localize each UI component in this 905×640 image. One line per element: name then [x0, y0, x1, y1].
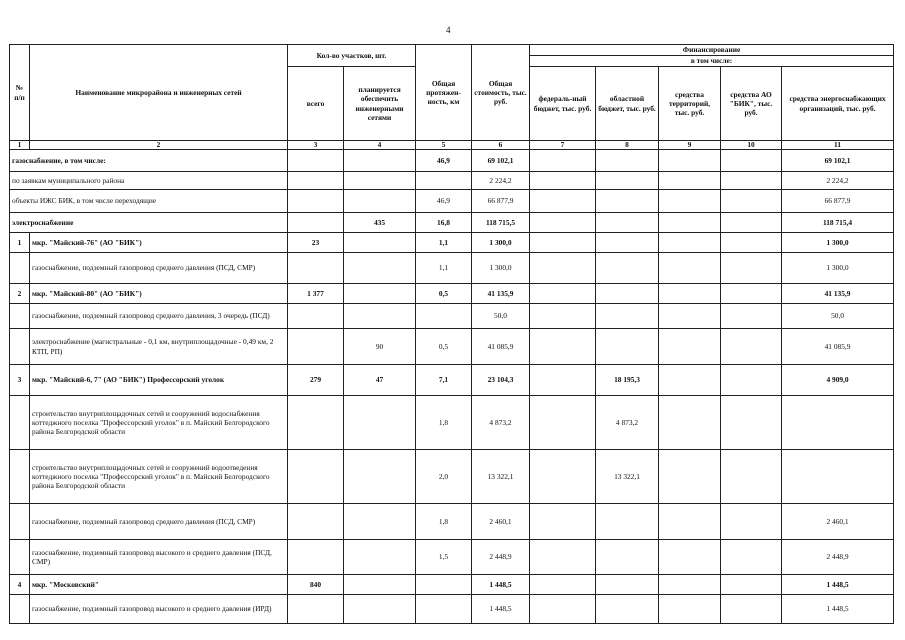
header-territory: средства территорий, тыс. руб.: [659, 67, 721, 141]
energy-funds: 2 460,1: [782, 504, 894, 540]
column-number: 6: [472, 141, 530, 150]
row-name: газоснабжение, подземный газопровод высокого и среднего давления (ПСД, СМР): [30, 540, 288, 575]
length-km: [416, 595, 472, 624]
bik-funds: [721, 504, 782, 540]
plots-planned: 47: [344, 365, 416, 396]
bik-funds: [721, 284, 782, 304]
row-number: [10, 540, 30, 575]
plots-total: 23: [288, 233, 344, 253]
territory-funds: [659, 284, 721, 304]
length-km: 2,0: [416, 450, 472, 504]
plots-planned: [344, 172, 416, 190]
federal-budget: [530, 396, 596, 450]
bik-funds: [721, 253, 782, 284]
plots-planned: [344, 190, 416, 213]
regional-budget: [596, 172, 659, 190]
header-including: в том числе:: [530, 56, 894, 67]
length-km: 16,8: [416, 213, 472, 233]
federal-budget: [530, 365, 596, 396]
bik-funds: [721, 396, 782, 450]
regional-budget: [596, 284, 659, 304]
plots-planned: [344, 575, 416, 595]
total-cost: 2 224,2: [472, 172, 530, 190]
territory-funds: [659, 304, 721, 329]
plots-total: 1 377: [288, 284, 344, 304]
header-regional: областной бюджет, тыс. руб.: [596, 67, 659, 141]
plots-planned: [344, 595, 416, 624]
energy-funds: 1 448,5: [782, 575, 894, 595]
regional-budget: 4 873,2: [596, 396, 659, 450]
federal-budget: [530, 190, 596, 213]
total-cost: 118 715,5: [472, 213, 530, 233]
column-number: 8: [596, 141, 659, 150]
plots-total: [288, 450, 344, 504]
column-number-row: [10, 141, 894, 150]
header-length: Общая протяжен-ность, км: [416, 45, 472, 141]
total-cost: 66 877,9: [472, 190, 530, 213]
total-cost: 50,0: [472, 304, 530, 329]
plots-planned: [344, 233, 416, 253]
bik-funds: [721, 150, 782, 172]
territory-funds: [659, 365, 721, 396]
bik-funds: [721, 575, 782, 595]
table-row: [10, 595, 894, 624]
plots-total: [288, 329, 344, 365]
energy-funds: 2 224,2: [782, 172, 894, 190]
header-bik: средства АО "БИК", тыс. руб.: [721, 67, 782, 141]
length-km: 1,5: [416, 540, 472, 575]
plots-total: [288, 595, 344, 624]
plots-total: [288, 213, 344, 233]
federal-budget: [530, 284, 596, 304]
column-number: 1: [10, 141, 30, 150]
table-row: [10, 365, 894, 396]
total-cost: 41 135,9: [472, 284, 530, 304]
table-row: [10, 575, 894, 595]
total-cost: 2 460,1: [472, 504, 530, 540]
regional-budget: [596, 540, 659, 575]
column-number: 3: [288, 141, 344, 150]
energy-funds: 1 300,0: [782, 233, 894, 253]
row-number: [10, 450, 30, 504]
row-name: мкр. "Майский-80" (АО "БИК"): [30, 284, 288, 304]
column-number: 5: [416, 141, 472, 150]
length-km: 1,8: [416, 396, 472, 450]
row-number: [10, 396, 30, 450]
table-row: [10, 172, 894, 190]
territory-funds: [659, 233, 721, 253]
row-number: [10, 304, 30, 329]
energy-funds: 41 085,9: [782, 329, 894, 365]
table-row: [10, 450, 894, 504]
column-number: 9: [659, 141, 721, 150]
total-cost: 2 448,9: [472, 540, 530, 575]
section-name: объекты ИЖС БИК, в том числе переходящие: [10, 190, 288, 213]
federal-budget: [530, 575, 596, 595]
table-row: [10, 329, 894, 365]
row-number: 3: [10, 365, 30, 396]
plots-planned: 90: [344, 329, 416, 365]
energy-funds: 1 448,5: [782, 595, 894, 624]
row-name: газоснабжение, подземный газопровод высокого и среднего давления (ИРД): [30, 595, 288, 624]
total-cost: 69 102,1: [472, 150, 530, 172]
column-number: 4: [344, 141, 416, 150]
table-row: [10, 253, 894, 284]
header-energy: средства энергоснабжающих организаций, тыс. руб.: [782, 67, 894, 141]
energy-funds: 4 909,0: [782, 365, 894, 396]
header-plots-planned: планируется обеспечить инженерными сетями: [344, 67, 416, 141]
header-plots: Кол-во участков, шт.: [288, 45, 416, 67]
regional-budget: [596, 213, 659, 233]
row-name: газоснабжение, подземный газопровод среднего давления, 3 очередь (ПСД): [30, 304, 288, 329]
header-financing: Финансирование: [530, 45, 894, 56]
length-km: 46,9: [416, 190, 472, 213]
row-number: 2: [10, 284, 30, 304]
length-km: 1,1: [416, 253, 472, 284]
total-cost: 41 085,9: [472, 329, 530, 365]
table-body: [10, 150, 894, 624]
plots-planned: [344, 284, 416, 304]
total-cost: 1 448,5: [472, 575, 530, 595]
energy-funds: 50,0: [782, 304, 894, 329]
row-number: [10, 504, 30, 540]
bik-funds: [721, 540, 782, 575]
bik-funds: [721, 304, 782, 329]
row-name: электроснабжение (магистральные - 0,1 км, внутриплощадочные - 0,49 км, 2 КТП, РП): [30, 329, 288, 365]
bik-funds: [721, 190, 782, 213]
energy-funds: 66 877,9: [782, 190, 894, 213]
bik-funds: [721, 595, 782, 624]
table-row: [10, 396, 894, 450]
plots-total: [288, 504, 344, 540]
federal-budget: [530, 233, 596, 253]
section-name: по заявкам муниципального района: [10, 172, 288, 190]
plots-total: [288, 540, 344, 575]
energy-funds: [782, 396, 894, 450]
territory-funds: [659, 172, 721, 190]
regional-budget: [596, 575, 659, 595]
territory-funds: [659, 504, 721, 540]
bik-funds: [721, 365, 782, 396]
header-name: Наименование микрорайона и инженерных сетей: [30, 45, 288, 141]
row-name: мкр. "Майский-6, 7" (АО "БИК") Профессорский уголок: [30, 365, 288, 396]
energy-funds: 69 102,1: [782, 150, 894, 172]
row-number: [10, 329, 30, 365]
page-number: 4: [446, 25, 451, 35]
territory-funds: [659, 190, 721, 213]
regional-budget: [596, 504, 659, 540]
header-plots-total: всего: [288, 67, 344, 141]
section-name: электроснабжение: [10, 213, 288, 233]
energy-funds: 41 135,9: [782, 284, 894, 304]
territory-funds: [659, 329, 721, 365]
territory-funds: [659, 540, 721, 575]
regional-budget: 13 322,1: [596, 450, 659, 504]
bik-funds: [721, 233, 782, 253]
regional-budget: [596, 190, 659, 213]
plots-planned: [344, 450, 416, 504]
energy-funds: 2 448,9: [782, 540, 894, 575]
total-cost: 1 448,5: [472, 595, 530, 624]
table-row: [10, 304, 894, 329]
plots-planned: [344, 396, 416, 450]
length-km: 7,1: [416, 365, 472, 396]
row-name: мкр. "Московский": [30, 575, 288, 595]
total-cost: 1 300,0: [472, 233, 530, 253]
length-km: [416, 575, 472, 595]
total-cost: 1 300,0: [472, 253, 530, 284]
row-name: строительство внутриплощадочных сетей и сооружений водоснабжения коттеджного поселка "Профессорский уголок" в п. Майский Белгородского района Белгородской области: [30, 396, 288, 450]
table-row: [10, 150, 894, 172]
territory-funds: [659, 595, 721, 624]
length-km: 1,1: [416, 233, 472, 253]
territory-funds: [659, 253, 721, 284]
federal-budget: [530, 172, 596, 190]
regional-budget: [596, 150, 659, 172]
plots-total: [288, 253, 344, 284]
row-name: газоснабжение, подземный газопровод среднего давления (ПСД, СМР): [30, 253, 288, 284]
total-cost: 13 322,1: [472, 450, 530, 504]
length-km: 1,8: [416, 504, 472, 540]
bik-funds: [721, 172, 782, 190]
plots-planned: [344, 253, 416, 284]
row-number: [10, 595, 30, 624]
federal-budget: [530, 595, 596, 624]
energy-funds: [782, 450, 894, 504]
plots-total: 279: [288, 365, 344, 396]
financing-table: [9, 44, 894, 624]
table-row: [10, 233, 894, 253]
bik-funds: [721, 450, 782, 504]
federal-budget: [530, 540, 596, 575]
length-km: [416, 304, 472, 329]
territory-funds: [659, 213, 721, 233]
federal-budget: [530, 304, 596, 329]
row-name: строительство внутриплощадочных сетей и сооружений водоотведения коттеджного поселка "Профессорский уголок" в п. Майский Белгородского района Белгородской области: [30, 450, 288, 504]
regional-budget: [596, 233, 659, 253]
column-number: 2: [30, 141, 288, 150]
federal-budget: [530, 253, 596, 284]
length-km: [416, 172, 472, 190]
regional-budget: [596, 329, 659, 365]
table-row: [10, 504, 894, 540]
table-row: [10, 284, 894, 304]
total-cost: 4 873,2: [472, 396, 530, 450]
length-km: 0,5: [416, 329, 472, 365]
plots-planned: [344, 304, 416, 329]
plots-total: [288, 304, 344, 329]
plots-total: [288, 190, 344, 213]
section-name: газоснабжение, в том числе:: [10, 150, 288, 172]
territory-funds: [659, 450, 721, 504]
energy-funds: 118 715,4: [782, 213, 894, 233]
total-cost: 23 104,3: [472, 365, 530, 396]
header-federal: федераль-ный бюджет, тыс. руб.: [530, 67, 596, 141]
column-number: 11: [782, 141, 894, 150]
row-number: 4: [10, 575, 30, 595]
plots-planned: 435: [344, 213, 416, 233]
federal-budget: [530, 329, 596, 365]
row-number: [10, 253, 30, 284]
federal-budget: [530, 450, 596, 504]
plots-total: [288, 150, 344, 172]
length-km: 0,5: [416, 284, 472, 304]
federal-budget: [530, 504, 596, 540]
header-number: № п/п: [10, 45, 30, 141]
header-cost: Общая стоимость, тыс. руб.: [472, 45, 530, 141]
regional-budget: [596, 304, 659, 329]
plots-total: 840: [288, 575, 344, 595]
column-number: 10: [721, 141, 782, 150]
federal-budget: [530, 150, 596, 172]
column-number: 7: [530, 141, 596, 150]
bik-funds: [721, 213, 782, 233]
row-name: газоснабжение, подземный газопровод среднего давления (ПСД, СМР): [30, 504, 288, 540]
bik-funds: [721, 329, 782, 365]
regional-budget: [596, 595, 659, 624]
plots-total: [288, 396, 344, 450]
federal-budget: [530, 213, 596, 233]
energy-funds: 1 300,0: [782, 253, 894, 284]
row-number: 1: [10, 233, 30, 253]
plots-planned: [344, 150, 416, 172]
table-row: [10, 213, 894, 233]
plots-total: [288, 172, 344, 190]
regional-budget: [596, 253, 659, 284]
table-row: [10, 540, 894, 575]
length-km: 46,9: [416, 150, 472, 172]
row-name: мкр. "Майский-76" (АО "БИК"): [30, 233, 288, 253]
territory-funds: [659, 150, 721, 172]
territory-funds: [659, 396, 721, 450]
plots-planned: [344, 504, 416, 540]
table-row: [10, 190, 894, 213]
plots-planned: [344, 540, 416, 575]
territory-funds: [659, 575, 721, 595]
regional-budget: 18 195,3: [596, 365, 659, 396]
